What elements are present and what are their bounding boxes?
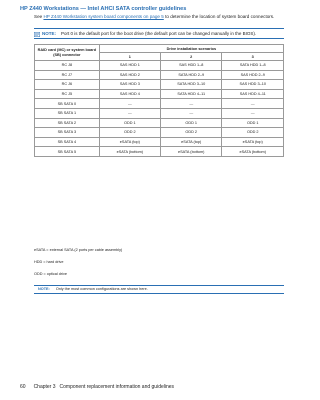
connector-cell: SB SATA 2 [35,118,100,128]
table-row [35,70,284,80]
scenario-cell: SAS HDD 3–10 [222,80,284,90]
scenario-cell: SAS HDD 1 [99,61,160,71]
chapter-number: Chapter 3 [33,384,56,390]
connector-cell: RC J6 [35,80,100,90]
connector-cell: SB SATA 0 [35,99,100,109]
scenario-cell: eSATA (bottom) [99,147,160,157]
table-row [35,108,284,118]
intro-paragraph [34,14,284,20]
scenario-cell: SAS HDD 3 [99,80,160,90]
note-pad-icon-svg [34,32,40,37]
table-row [35,99,284,109]
scenario-cell: SAS HDD 2 [99,70,160,80]
scenario-cell: eSATA (bottom) [160,147,222,157]
connector-cell: SB SATA 1 [35,108,100,118]
connector-column-header: RAID card (MC) or system board (SB) connector [35,45,100,61]
scenario-cell: eSATA (top) [99,137,160,147]
legend-esata: eSATA = external SATA (2 ports per cable assembly) [34,248,123,252]
scenario-cell: ODD 1 [160,118,222,128]
scenario-cell: SATA HDD 2–9 [160,70,222,80]
scenario-number-header: 3 [222,53,284,61]
table-row [35,128,284,138]
scenario-cell: — [99,108,160,118]
chapter-title: Component replacement information and guidelines [59,384,175,390]
scenario-cell: SAS HDD 1–8 [160,61,222,71]
note-label: NOTE: [38,287,50,291]
scenario-cell: SAS HDD 4 [99,89,160,99]
connector-cell: SB SATA 4 [35,137,100,147]
scenario-cell: — [222,99,284,109]
table-row [35,147,284,157]
page-number: 60 [20,384,26,390]
note-pad-icon [34,31,40,36]
intro-text-before: See [34,14,44,19]
page-footer [20,384,174,390]
scenario-cell: ODD 1 [222,118,284,128]
scenario-cell: eSATA (top) [160,137,222,147]
table-row [35,137,284,147]
scenario-cell: SATA HDD 3–10 [160,80,222,90]
connector-cell: RC J5 [35,89,100,99]
scenario-number-header: 1 [99,53,160,61]
table-row [35,61,284,71]
legend-odd: ODD = optical drive [34,272,68,276]
legend-hdd: HDD = hard drive [34,260,64,264]
note-text: Only the most common configurations are shown here. [55,287,148,291]
section-heading: HP Z440 Workstations — Intel AHCI SATA controller guidelines [20,6,187,12]
intro-text-after: to determine the location of system board connectors. [163,14,275,19]
scenario-cell: — [160,99,222,109]
scenario-cell: — [222,108,284,118]
connector-cell: SB SATA 3 [35,128,100,138]
sata-controller-table [34,44,284,157]
scenario-cell: ODD 2 [222,128,284,138]
scenario-cell: eSATA (bottom) [222,147,284,157]
scenario-cell: SATA HDD 1–8 [222,61,284,71]
scenario-cell: SATA HDD 4–11 [160,89,222,99]
scenario-cell: ODD 2 [99,128,160,138]
note-label: NOTE: [42,31,56,36]
scenario-cell: — [99,99,160,109]
connector-cell: RC J7 [35,70,100,80]
scenario-number-header: 2 [160,53,222,61]
table-row [35,89,284,99]
scenario-cell: eSATA (top) [222,137,284,147]
note-box-top [34,28,284,39]
scenario-cell: ODD 1 [99,118,160,128]
connector-cell: RC J8 [35,61,100,71]
note-box-bottom [34,285,284,294]
note-text: Port 0 is the default port for the boot drive (the default port can be changed manually in the BIOS). [61,31,257,36]
table-header-row [35,45,284,53]
scenario-cell: SAS HDD 2–9 [222,70,284,80]
scenario-cell: — [160,108,222,118]
scenario-cell: ODD 2 [160,128,222,138]
table-row [35,80,284,90]
table-row [35,118,284,128]
scenarios-group-header: Drive installation scenarios [99,45,283,53]
board-components-link[interactable]: HP Z440 Workstation system board components on page 5 [43,14,164,19]
connector-cell: SB SATA 5 [35,147,100,157]
scenario-cell: SAS HDD 4–11 [222,89,284,99]
